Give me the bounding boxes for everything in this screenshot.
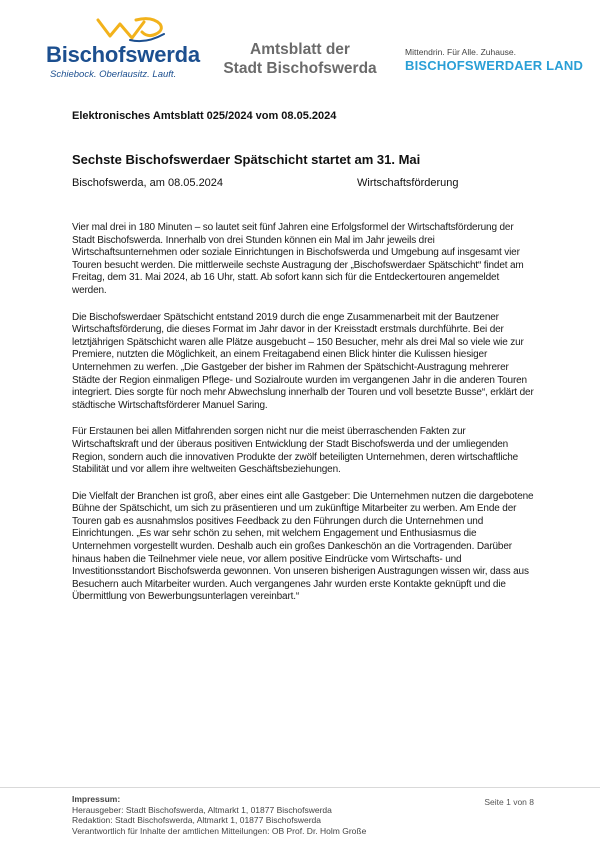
article-headline: Sechste Bischofswerdaer Spätschicht startet am 31. Mai bbox=[72, 152, 421, 167]
publication-title-line1: Amtsblatt der bbox=[250, 41, 350, 58]
issue-line: Elektronisches Amtsblatt 025/2024 vom 08.05.2024 bbox=[72, 110, 337, 122]
paragraph: Die Vielfalt der Branchen ist groß, aber eines eint alle Gastgeber: Die Unternehmen nutzen die dargebotene Bühne der Spätschicht, um sich zu präsentieren und um zukünftige Mitarbeiter zu werben. Am Ende der Touren gab es ausnahmslos positives Feedback zu den Führungen durch die Unternehmen und Einrichtungen. „Es war sehr schön zu sehen, mit welchem Engagement und Enthusiasmus die Unternehmen vorgestellt wurden. Deshalb auch ein großes Dankeschön an die Vortragenden. Darüber hinaus haben die Teilnehmer viele neue, vor allem positive Eindrücke vom Wirtschafts- und Investitionsstandort Bischofswerda gewonnen. Von unseren bisherigen Austragungen wissen wir, dass aus Besuchern auch Mitarbeiter wurden. Auch vergangenes Jahr wurden erste Kontakte geknüpft und die Übermittlung von Bewerbungsunterlagen vereinbart.“ bbox=[72, 490, 534, 603]
department: Wirtschaftsförderung bbox=[357, 177, 459, 189]
paragraph: Vier mal drei in 180 Minuten – so lautet seit fünf Jahren eine Erfolgsformel der Wirtschaftsförderung der Stadt Bischofswerda. Innerhalb von drei Stunden können ein Mal im Jahr jeweils drei Wirtschaftsunternehmen oder soziale Einrichtungen in Bischofswerda und Umgebung auf insgesamt vier Touren besucht werden. Die mittlerweile sechste Austragung der „Bischofswerdaer Spätschicht“ findet am Freitag, dem 31. Mai 2024, ab 16 Uhr, statt. Ab sofort kann sich für die Entdeckertouren angemeldet werden. bbox=[72, 222, 524, 296]
region-logo bbox=[405, 47, 585, 81]
brand-name: Bischofswerda bbox=[46, 42, 200, 67]
region-slogan: Mittendrin. Für Alle. Zuhause. bbox=[405, 47, 517, 57]
imprint-responsible: Verantwortlich für Inhalte der amtlichen Mitteilungen: OB Prof. Dr. Holm Große bbox=[72, 825, 367, 836]
place-date: Bischofswerda, am 08.05.2024 bbox=[72, 177, 224, 189]
paragraph: Für Erstaunen bei allen Mitfahrenden sorgen nicht nur die meist überraschenden Fakten zur Wirtschaftskraft und der überaus positiven Entwicklung der Stadt Bischofswerda und der umliegenden Region, sondern auch die innovativen Produkte der zwölf beteiligten Unternehmen, deren wirtschaftliche Stabilität und vor allem ihre weltweiten Geschäftsbeziehungen. bbox=[72, 426, 519, 476]
article-body bbox=[72, 222, 534, 618]
region-name: BISCHOFSWERDAER LAND bbox=[405, 58, 584, 73]
city-logo bbox=[40, 14, 200, 84]
imprint-publisher: Herausgeber: Stadt Bischofswerda, Altmarkt 1, 01877 Bischofswerda bbox=[72, 804, 332, 815]
imprint-label: Impressum: bbox=[72, 794, 121, 804]
page-number: Seite 1 von 8 bbox=[484, 797, 534, 807]
imprint bbox=[72, 794, 366, 836]
imprint-editor: Redaktion: Stadt Bischofswerda, Altmarkt 1, 01877 Bischofswerda bbox=[72, 815, 321, 826]
publication-title bbox=[205, 40, 395, 78]
paragraph: Die Bischofswerdaer Spätschicht entstand 2019 durch die enge Zusammenarbeit mit der Bautzener Wirtschaftsförderung, die dieses Format im Jahr davor in der Kreisstadt erstmals durchführte. Bei der letztjährigen Spätschicht waren alle Plätze ausgebucht – 150 Besucher, mehr als drei Mal so viele wie zur Premiere, nutzten die Möglichkeit, an einem Freitagabend einen Blick hinter die Kulissen hiesiger Unternehmen zu werfen. „Die Gastgeber der bisher im Rahmen der Spätschicht-Austragung mehrerer Städte der Region einmaligen Pflege- und Sozialroute wurden im vergangenen Jahr in die anderen Touren integriert. Dies sorgte für noch mehr Abwechslung innerhalb der Touren und voll besetzte Busse“, erklärt der städtische Wirtschaftsförderer Manuel Saring. bbox=[72, 311, 534, 411]
publication-title-line2: Stadt Bischofswerda bbox=[223, 60, 377, 77]
footer-divider bbox=[0, 787, 600, 788]
brand-tagline: Schiebock. Oberlausitz. Lauft. bbox=[50, 69, 177, 80]
logo-emblem-icon bbox=[90, 14, 170, 44]
